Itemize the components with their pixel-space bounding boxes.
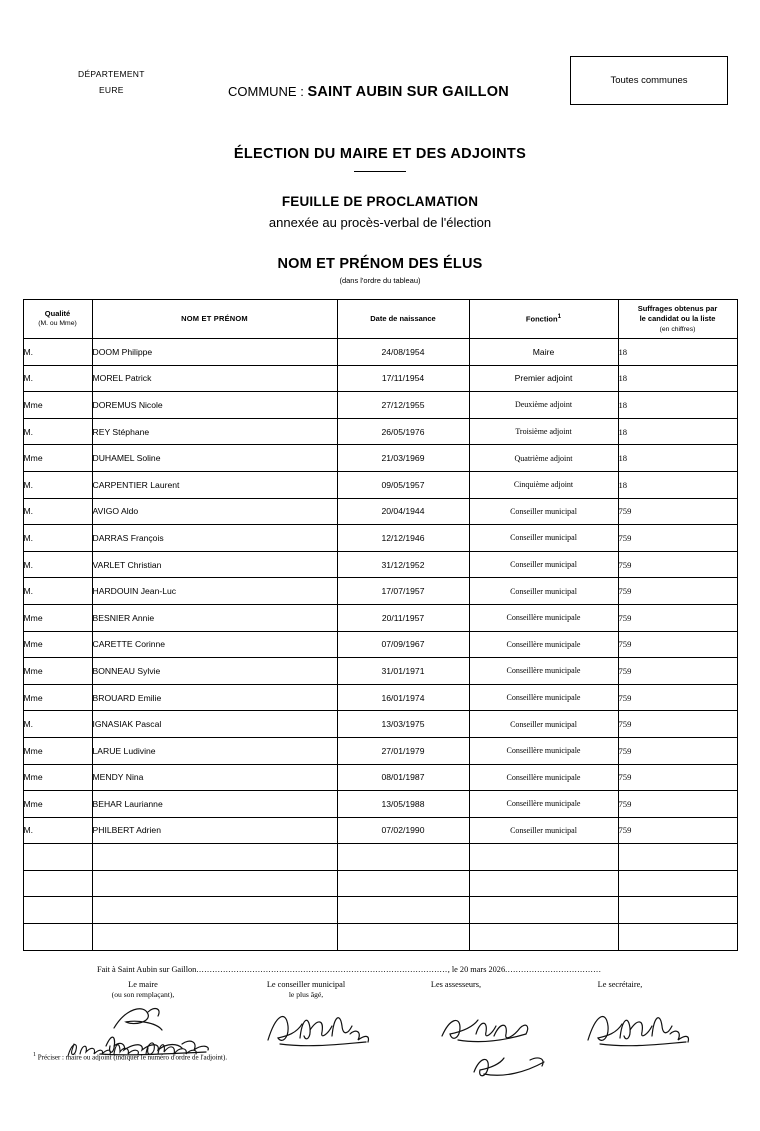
cell-suffrages: [618, 870, 737, 897]
cell-fonction: [469, 844, 618, 871]
sheet-title: FEUILLE DE PROCLAMATION: [281, 194, 479, 209]
cell-date: 16/01/1974: [337, 684, 469, 711]
cell-suffrages: 18: [618, 445, 737, 472]
cell-nom: [92, 897, 337, 924]
cell-suffrages: 759: [618, 817, 737, 844]
document-header: [0, 52, 760, 124]
commune-label: COMMUNE :: [228, 84, 308, 99]
table-row: [23, 711, 737, 738]
signature-label-line1: Le secrétaire,: [597, 979, 643, 989]
cell-qualite: M.: [23, 418, 92, 445]
footnote-text: Préciser : maire ou adjoint (indiquer le numéro d'ordre de l'adjoint).: [36, 1053, 228, 1062]
cell-suffrages: 759: [618, 764, 737, 791]
cell-suffrages: 759: [618, 604, 737, 631]
table-row: [23, 844, 737, 871]
cell-suffrages: 18: [618, 392, 737, 419]
cell-fonction: Quatrième adjoint: [469, 445, 618, 472]
cell-date: 20/11/1957: [337, 604, 469, 631]
cell-suffrages: 759: [618, 658, 737, 685]
cell-qualite: M.: [23, 817, 92, 844]
table-row: [23, 897, 737, 924]
cell-fonction: Conseillère municipale: [469, 631, 618, 658]
cell-date: 21/03/1969: [337, 445, 469, 472]
signature-label-line1: Le conseiller municipal: [266, 979, 346, 989]
table-body: [23, 339, 737, 951]
column-header-nom: NOM ET PRÉNOM: [92, 300, 337, 339]
table-row: [23, 578, 737, 605]
table-row: [23, 339, 737, 366]
signature-block-doyen: [238, 980, 374, 1001]
cell-qualite: M.: [23, 365, 92, 392]
signature-label-line2: le plus âgé,: [288, 990, 324, 1000]
cell-date: [337, 897, 469, 924]
cell-fonction: Conseillère municipale: [469, 604, 618, 631]
table-row: [23, 737, 737, 764]
table-row: [23, 924, 737, 951]
cell-nom: BONNEAU Sylvie: [92, 658, 337, 685]
signature-label-line2: (ou son remplaçant),: [111, 990, 175, 1000]
table-row: [23, 764, 737, 791]
qualite-header-label: Qualité: [44, 309, 71, 319]
footnote-marker: 1: [33, 1052, 36, 1058]
cell-date: 07/02/1990: [337, 817, 469, 844]
fait-dots-2: ....................................: [505, 964, 602, 974]
column-header-date: Date de naissance: [337, 300, 469, 339]
cell-qualite: [23, 870, 92, 897]
cell-suffrages: 759: [618, 737, 737, 764]
cell-qualite: M.: [23, 339, 92, 366]
cell-date: 12/12/1946: [337, 525, 469, 552]
cell-suffrages: [618, 924, 737, 951]
cell-nom: BROUARD Emilie: [92, 684, 337, 711]
table-row: [23, 392, 737, 419]
fait-dots-1: ..............................................................................................: [196, 964, 448, 974]
cell-suffrages: 18: [618, 471, 737, 498]
cell-date: 26/05/1976: [337, 418, 469, 445]
cell-fonction: Conseiller municipal: [469, 817, 618, 844]
cell-nom: BEHAR Laurianne: [92, 791, 337, 818]
table-row: [23, 365, 737, 392]
cell-fonction: Conseiller municipal: [469, 578, 618, 605]
cell-fonction: Conseiller municipal: [469, 711, 618, 738]
table-row: [23, 445, 737, 472]
cell-fonction: Troisième adjoint: [469, 418, 618, 445]
cell-qualite: Mme: [23, 392, 92, 419]
cell-qualite: M.: [23, 471, 92, 498]
cell-qualite: M.: [23, 498, 92, 525]
cell-qualite: [23, 897, 92, 924]
cell-qualite: M.: [23, 578, 92, 605]
cell-nom: [92, 870, 337, 897]
cell-qualite: [23, 924, 92, 951]
cell-date: 24/08/1954: [337, 339, 469, 366]
cell-nom: LARUE Ludivine: [92, 737, 337, 764]
cell-fonction: Conseillère municipale: [469, 764, 618, 791]
toutes-communes-box: [570, 56, 728, 105]
cell-suffrages: 759: [618, 631, 737, 658]
cell-date: 20/04/1944: [337, 498, 469, 525]
elus-table: [23, 299, 738, 951]
signature-label-line1: Les assesseurs,: [430, 979, 482, 989]
cell-nom: [92, 924, 337, 951]
cell-qualite: [23, 844, 92, 871]
cell-nom: DUHAMEL Soline: [92, 445, 337, 472]
cell-fonction: Conseillère municipale: [469, 737, 618, 764]
cell-nom: AVIGO Aldo: [92, 498, 337, 525]
title-divider: [354, 171, 406, 172]
cell-date: 17/07/1957: [337, 578, 469, 605]
cell-nom: [92, 844, 337, 871]
cell-qualite: Mme: [23, 604, 92, 631]
department-label: DÉPARTEMENT: [78, 69, 145, 79]
cell-fonction: [469, 870, 618, 897]
signature-block-maire: [78, 980, 208, 1001]
cell-fonction: Conseillère municipale: [469, 658, 618, 685]
cell-nom: BESNIER Annie: [92, 604, 337, 631]
table-row: [23, 658, 737, 685]
cell-fonction: Cinquième adjoint: [469, 471, 618, 498]
cell-qualite: Mme: [23, 791, 92, 818]
commune-block: [228, 84, 509, 100]
suffrages-header-line3: (en chiffres): [659, 325, 696, 333]
table-header-row: [23, 300, 737, 339]
cell-qualite: Mme: [23, 764, 92, 791]
cell-fonction: [469, 924, 618, 951]
cell-fonction: [469, 897, 618, 924]
qualite-header-sub: (M. ou Mme): [38, 320, 77, 328]
cell-suffrages: 18: [618, 339, 737, 366]
fonction-header-footnote-marker: 1: [557, 313, 562, 321]
signature-block-assesseurs: [398, 980, 514, 991]
signature-block-secretaire: [556, 980, 684, 991]
fonction-header-label: Fonction: [525, 314, 558, 324]
department-block: [78, 66, 145, 98]
cell-qualite: Mme: [23, 445, 92, 472]
cell-nom: IGNASIAK Pascal: [92, 711, 337, 738]
department-name: EURE: [98, 85, 124, 96]
cell-nom: DARRAS François: [92, 525, 337, 552]
cell-date: 31/12/1952: [337, 551, 469, 578]
table-row: [23, 631, 737, 658]
table-row: [23, 551, 737, 578]
cell-qualite: Mme: [23, 737, 92, 764]
cell-suffrages: 759: [618, 684, 737, 711]
cell-qualite: M.: [23, 525, 92, 552]
cell-nom: MENDY Nina: [92, 764, 337, 791]
cell-nom: DOOM Philippe: [92, 339, 337, 366]
table-row: [23, 684, 737, 711]
signature-ink-secretaire: [582, 1000, 692, 1056]
cell-fonction: Deuxième adjoint: [469, 392, 618, 419]
cell-date: 07/09/1967: [337, 631, 469, 658]
cell-date: 13/05/1988: [337, 791, 469, 818]
cell-date: [337, 870, 469, 897]
cell-fonction: Premier adjoint: [469, 365, 618, 392]
cell-suffrages: [618, 844, 737, 871]
sheet-subtitle: annexée au procès-verbal de l'élection: [268, 215, 492, 230]
cell-date: [337, 844, 469, 871]
cell-qualite: M.: [23, 551, 92, 578]
table-row: [23, 498, 737, 525]
cell-qualite: Mme: [23, 631, 92, 658]
cell-nom: CARETTE Corinne: [92, 631, 337, 658]
page-title: ÉLECTION DU MAIRE ET DES ADJOINTS: [233, 146, 527, 162]
proclamation-document: [0, 52, 760, 1131]
cell-nom: HARDOUIN Jean-Luc: [92, 578, 337, 605]
cell-qualite: Mme: [23, 684, 92, 711]
table-row: [23, 604, 737, 631]
cell-nom: PHILBERT Adrien: [92, 817, 337, 844]
column-header-suffrages: [618, 300, 737, 339]
cell-suffrages: 759: [618, 791, 737, 818]
cell-suffrages: 759: [618, 551, 737, 578]
suffrages-header-line1: Suffrages obtenus par: [637, 304, 718, 314]
cell-nom: DOREMUS Nicole: [92, 392, 337, 419]
cell-date: 17/11/1954: [337, 365, 469, 392]
cell-suffrages: 759: [618, 711, 737, 738]
fait-prefix: Fait à Saint Aubin sur Gaillon: [97, 964, 197, 974]
fait-line: [0, 965, 760, 974]
table-row: [23, 525, 737, 552]
cell-fonction: Conseillère municipale: [469, 684, 618, 711]
commune-name: SAINT AUBIN SUR GAILLON: [307, 84, 509, 100]
column-header-fonction: [469, 300, 618, 339]
cell-suffrages: [618, 897, 737, 924]
footnote: [33, 1052, 227, 1061]
cell-date: 27/12/1955: [337, 392, 469, 419]
cell-fonction: Conseiller municipal: [469, 525, 618, 552]
cell-qualite: M.: [23, 711, 92, 738]
cell-date: [337, 924, 469, 951]
signature-ink-assesseur-1: [438, 1006, 534, 1052]
cell-nom: VARLET Christian: [92, 551, 337, 578]
cell-suffrages: 759: [618, 578, 737, 605]
cell-qualite: Mme: [23, 658, 92, 685]
cell-fonction: Conseiller municipal: [469, 551, 618, 578]
cell-date: 08/01/1987: [337, 764, 469, 791]
table-row: [23, 418, 737, 445]
table-row: [23, 870, 737, 897]
table-row: [23, 791, 737, 818]
fait-date: , le 20 mars 2026: [447, 964, 506, 974]
table-header: [23, 300, 737, 339]
signature-label-line1: Le maire: [128, 979, 158, 989]
cell-suffrages: 759: [618, 525, 737, 552]
cell-date: 27/01/1979: [337, 737, 469, 764]
table-row: [23, 817, 737, 844]
signature-ink-assesseur-2: [470, 1050, 550, 1086]
column-header-qualite: [23, 300, 92, 339]
table-row: [23, 471, 737, 498]
cell-nom: REY Stéphane: [92, 418, 337, 445]
names-title: NOM ET PRÉNOM DES ÉLUS: [277, 256, 483, 272]
cell-fonction: Conseiller municipal: [469, 498, 618, 525]
signature-ink-doyen: [262, 1000, 372, 1056]
cell-nom: CARPENTIER Laurent: [92, 471, 337, 498]
suffrages-header-line2: le candidat ou la liste: [639, 314, 716, 324]
cell-nom: MOREL Patrick: [92, 365, 337, 392]
cell-suffrages: 18: [618, 365, 737, 392]
cell-date: 09/05/1957: [337, 471, 469, 498]
names-subtitle: (dans l'ordre du tableau): [339, 276, 421, 285]
toutes-communes-label: Toutes communes: [610, 75, 688, 86]
cell-suffrages: 18: [618, 418, 737, 445]
cell-fonction: Maire: [469, 339, 618, 366]
cell-date: 31/01/1971: [337, 658, 469, 685]
cell-suffrages: 759: [618, 498, 737, 525]
cell-fonction: Conseillère municipale: [469, 791, 618, 818]
cell-date: 13/03/1975: [337, 711, 469, 738]
